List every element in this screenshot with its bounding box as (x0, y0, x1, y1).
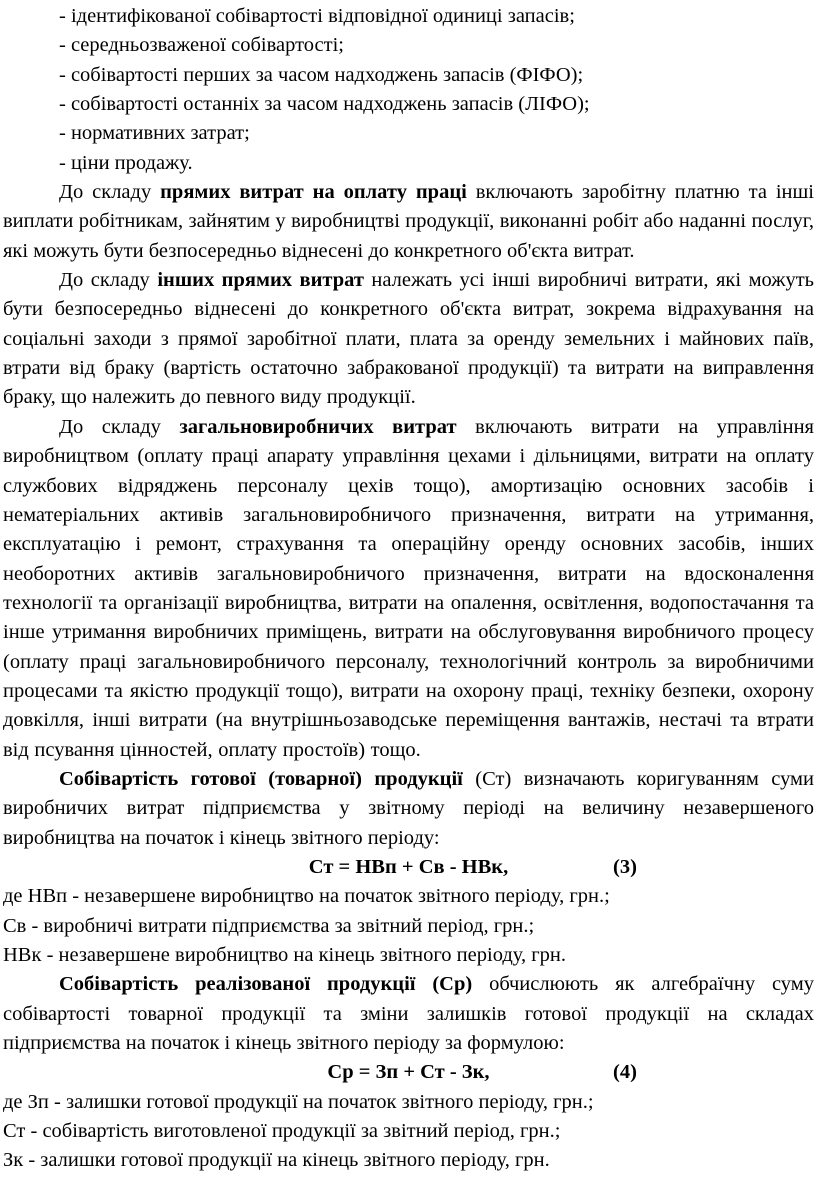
formula-expression: Ст = НВп + Св - НВк, (308, 855, 509, 878)
definition-line: де НВп - незавершене виробництво на початок звітного періоду, грн.; (3, 885, 610, 908)
formula-number: (4) (613, 1061, 637, 1084)
definition-line: Зк - залишки готової продукції на кінець звітного періоду, грн. (3, 1149, 550, 1172)
list-item: - ідентифікованої собівартості відповідної одиниці запасів; (59, 5, 575, 27)
formula-expression: Ср = Зп + Ст - Зк, (327, 1061, 490, 1084)
paragraph-overhead (3, 413, 814, 765)
valuation-methods-list (3, 2, 814, 178)
list-item: - собівартості останніх за часом надходжень запасів (ЛІФО); (59, 93, 590, 116)
term-other-direct: інших прямих витрат (157, 269, 364, 292)
definition-line: де Зп - залишки готової продукції на початок звітного періоду, грн.; (3, 1090, 594, 1113)
list-item: - нормативних затрат; (59, 122, 250, 145)
paragraph-body: обчислюють як алгебраїчну суму собівартості товарної продукції та зміни залишків готової продукції на складах підприємства на початок і кінець звітного періоду за формулою: (3, 973, 814, 1055)
paragraph-direct-labor (3, 178, 814, 266)
paragraph-sold-goods-cost (3, 970, 814, 1058)
paragraph-body: включають заробітну платню та інші виплати робітникам, зайнятим у виробництві продукції, виконанні робіт або наданні послуг, які можуть бути безпосередньо віднесені до конкретного об'єкта витрат. (3, 181, 815, 262)
term-overhead: загальновиробничих витрат (179, 415, 457, 438)
formula-4-definitions (3, 1088, 814, 1176)
paragraph-other-direct (3, 266, 814, 413)
formula-3 (3, 853, 814, 882)
list-item: - середньозваженої собівартості; (59, 34, 344, 57)
paragraph-lead: До складу (59, 415, 180, 438)
paragraph-body: включають витрати на управління виробництвом (оплату праці апарату управління цехами і дільницями, витрати на оплату службових відряджень персоналу цехів тощо), амортизацію основних засобів і нематеріальних активів загальновиробничого призначення, витрати на утримання, експлуатацію і ремонт, страхування та операційну оренду основних засобів, інших необоротних активів загальновиробничого призначення, витрати на вдосконалення технології та організації виробництва, витрати на опалення, освітлення, водопостачання та інше утримання виробничих приміщень, витрати на обслуговування виробничого процесу (оплату праці загальновиробничого персоналу, технологічний контроль за виробничими процесами та якістю продукції тощо), витрати на охорону праці, техніку безпеки, охорону довкілля, інші витрати (на внутрішньозаводське переміщення вантажів, нестачі та втрати від псування цінностей, оплату простоїв) тощо. (3, 415, 814, 761)
paragraph-body: належать усі інші виробничі витрати, які можуть бути безпосередньо віднесені до конкретного об'єкта витрат, зокрема відрахування на соціальні заходи з прямої заробітної плати, плата за оренду земельних і майнових паїв, втрати від браку (вартість остаточно забракованої продукції) та витрати на виправлення браку, що належить до певного виду продукції. (3, 269, 814, 409)
paragraph-lead: До складу (59, 269, 158, 292)
paragraph-body: (Ст) визначають коригуванням суми виробничих витрат підприємства у звітному періоді на величину незавершеного виробництва на початок і кінець звітного періоду: (3, 767, 814, 849)
term-direct-labor: прямих витрат на оплату праці (160, 181, 467, 204)
definition-line: Св - виробничі витрати підприємства за звітний період, грн.; (3, 914, 535, 937)
term-finished-goods-cost: Собівартість готової (товарної) продукції (59, 767, 463, 790)
list-item: - ціни продажу. (59, 151, 193, 174)
formula-number: (3) (613, 855, 637, 878)
definition-line: НВк - незавершене виробництво на кінець звітного періоду, грн. (3, 944, 566, 966)
definition-line: Ст - собівартість виготовленої продукції за звітний період, грн.; (3, 1120, 561, 1143)
paragraph-finished-goods-cost (3, 765, 814, 853)
paragraph-lead: До складу (59, 181, 161, 204)
term-sold-goods-cost: Собівартість реалізованої продукції (Ср) (59, 973, 473, 996)
list-item: - собівартості перших за часом надходжень запасів (ФІФО); (59, 63, 584, 86)
formula-3-definitions (3, 882, 814, 970)
formula-4 (3, 1058, 814, 1087)
